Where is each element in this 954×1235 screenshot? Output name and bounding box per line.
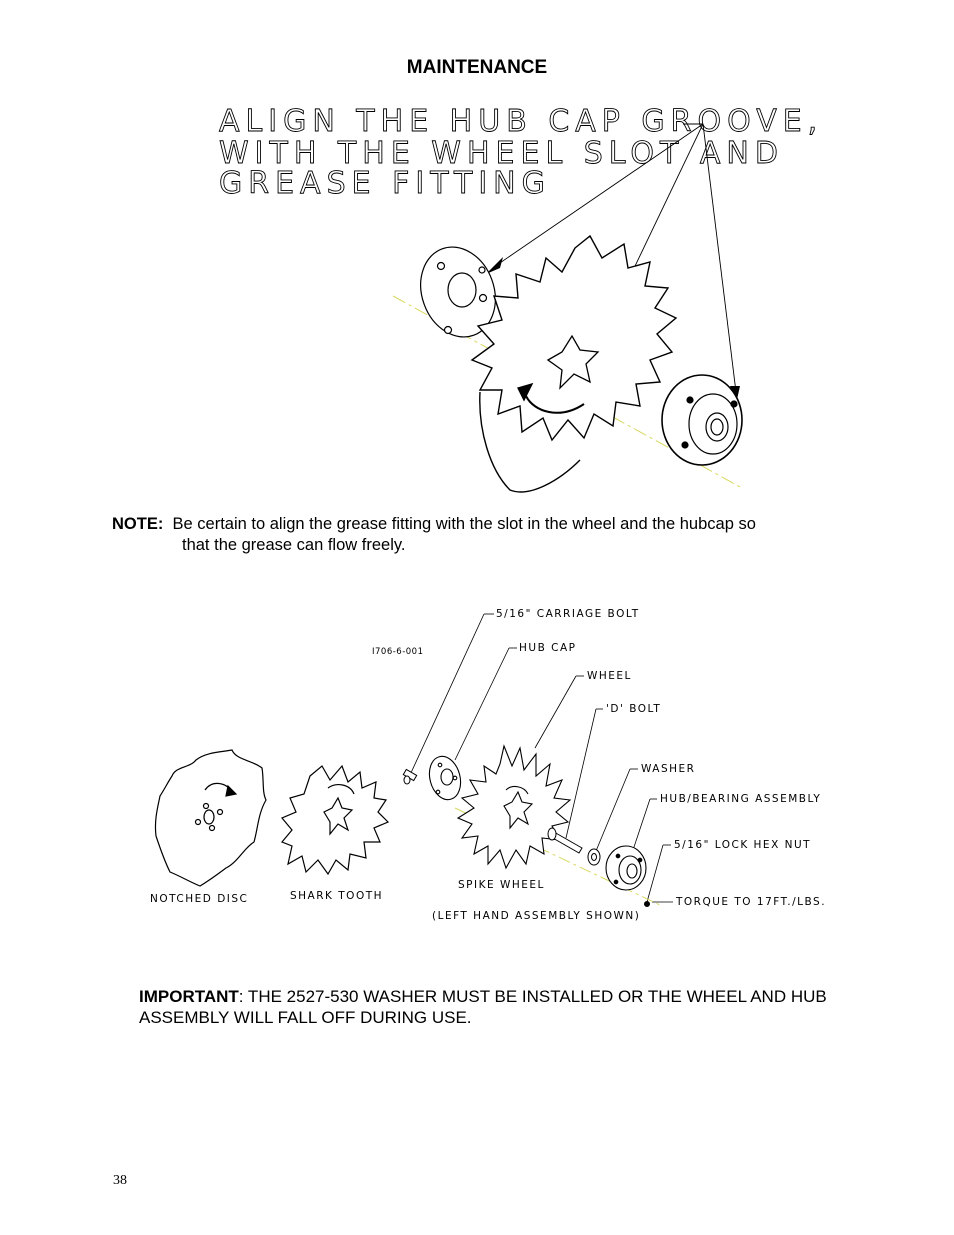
- callout-line-3: GREASE FITTING: [219, 166, 551, 201]
- drawing-id: I706-6-001: [372, 647, 424, 657]
- page-number: 38: [113, 1173, 127, 1188]
- shark-tooth-wheel-drawing: [472, 236, 676, 492]
- hub-alignment-figure: [0, 0, 954, 500]
- hub-bearing-small-drawing: [606, 846, 646, 890]
- carriage-bolt-drawing: [403, 769, 416, 784]
- lock-nut-drawing: [645, 902, 650, 907]
- label-spike-wheel: SPIKE WHEEL: [458, 879, 545, 891]
- label-wheel: WHEEL: [587, 670, 632, 682]
- note-text-line1: Be certain to align the grease fitting with the slot in the wheel and the hubcap so: [172, 515, 756, 533]
- note-paragraph: [112, 514, 872, 556]
- label-carriage-bolt: 5/16" CARRIAGE BOLT: [496, 608, 640, 620]
- important-text: : THE 2527-530 WASHER MUST BE INSTALLED OR THE WHEEL AND HUB ASSEMBLY WILL FALL OFF DURING USE.: [139, 987, 827, 1027]
- callout-line-2: WITH THE WHEEL SLOT AND: [219, 136, 784, 171]
- callout-line-1: ALIGN THE HUB CAP GROOVE,: [219, 104, 824, 139]
- label-hub-bearing: HUB/BEARING ASSEMBLY: [660, 793, 822, 805]
- label-shark-tooth: SHARK TOOTH: [290, 890, 384, 902]
- label-lock-nut: 5/16" LOCK HEX NUT: [674, 839, 812, 851]
- hub-bearing-drawing: [662, 375, 742, 465]
- spike-wheel-drawing: [458, 746, 570, 868]
- d-bolt-drawing: [548, 828, 582, 853]
- notched-disc-drawing: [155, 750, 266, 886]
- label-torque: TORQUE TO 17FT./LBS.: [676, 896, 827, 908]
- label-notched-disc: NOTCHED DISC: [150, 893, 249, 905]
- label-assembly-note: (LEFT HAND ASSEMBLY SHOWN): [432, 910, 641, 922]
- page-title: MAINTENANCE: [406, 57, 548, 78]
- label-hub-cap: HUB CAP: [519, 642, 577, 654]
- exploded-assembly-figure: [0, 590, 954, 940]
- label-washer: WASHER: [641, 763, 696, 775]
- important-paragraph: [139, 986, 859, 1028]
- hub-cap-small-drawing: [425, 753, 465, 803]
- note-label: NOTE:: [112, 515, 164, 533]
- shark-tooth-drawing: [282, 766, 388, 874]
- important-label: IMPORTANT: [139, 987, 239, 1006]
- note-text-line2: that the grease can flow freely.: [182, 536, 406, 554]
- washer-drawing: [588, 849, 600, 865]
- label-d-bolt: 'D' BOLT: [606, 703, 662, 715]
